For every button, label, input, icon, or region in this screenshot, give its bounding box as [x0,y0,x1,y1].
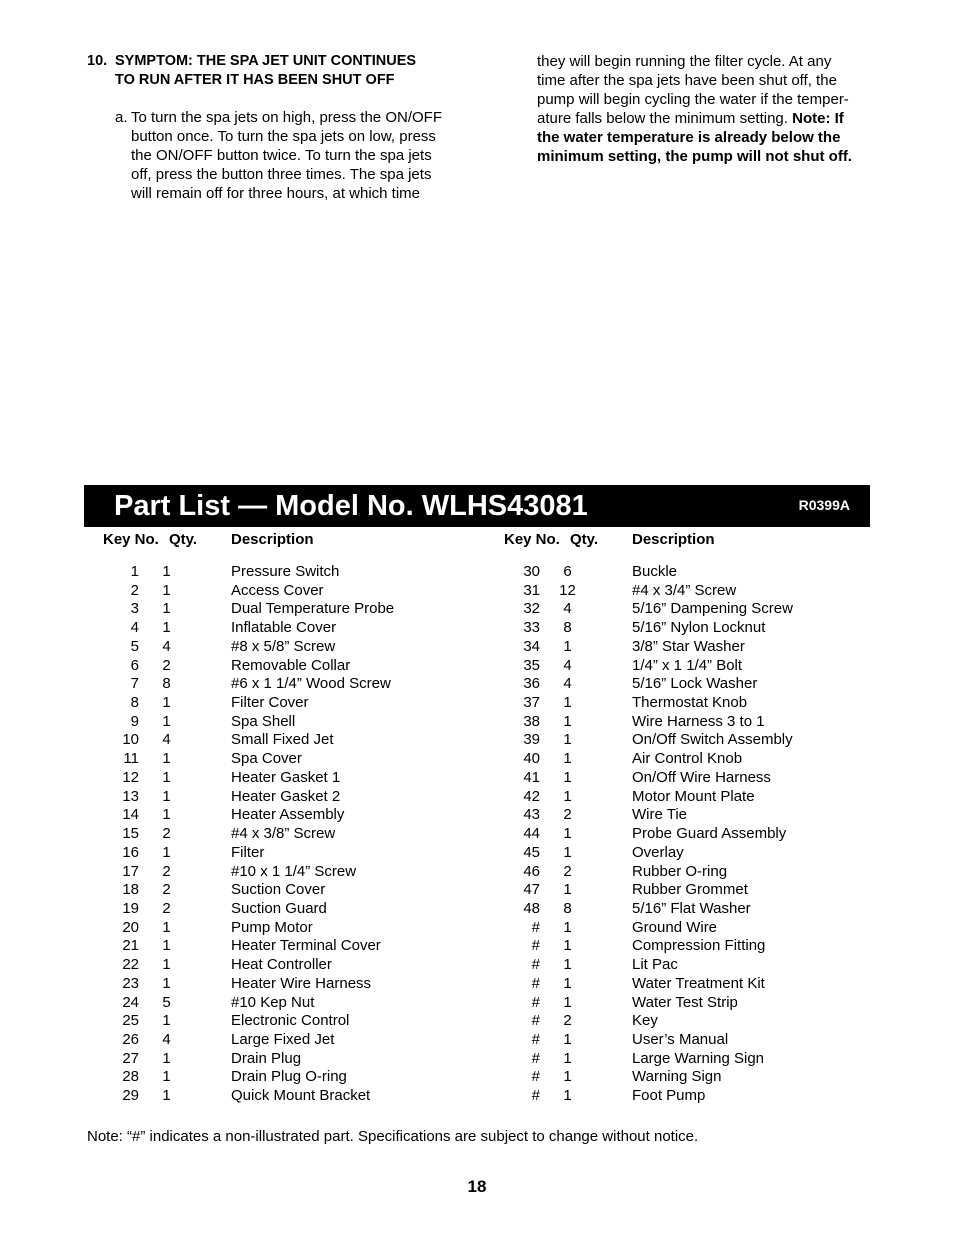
quantity: 1 [162,787,171,805]
header-key: Key No. [103,531,159,548]
part-list-code: R0399A [798,497,850,513]
key-number: # [531,918,540,936]
table-row [84,956,464,975]
table-header [485,530,865,550]
quantity: 1 [563,993,572,1011]
quantity: 2 [162,825,171,843]
quantity: 1 [162,1087,171,1105]
table-row [84,919,464,938]
table-row [84,582,464,601]
quantity: 1 [162,1012,171,1030]
table-row [84,1068,464,1087]
key-number: 26 [122,1030,139,1048]
table-row [84,769,464,788]
table-row [84,825,464,844]
key-number: 38 [523,712,540,730]
key-number: 44 [523,825,540,843]
key-number: 6 [130,656,139,674]
table-row [485,619,865,638]
key-number: 19 [122,899,139,917]
symptom-line: TO RUN AFTER IT HAS BEEN SHUT OFF [115,72,395,88]
key-number: # [531,937,540,955]
description: Probe Guard Assembly [632,825,787,843]
description: Buckle [632,563,678,580]
footnote: Note: “#” indicates a non-illustrated part. Specifications are subject to change without notice. [87,1128,699,1145]
table-row [84,731,464,750]
header-description: Description [632,531,715,548]
description: Motor Mount Plate [632,787,755,805]
description: Overlay [632,843,684,861]
quantity: 1 [563,694,572,712]
step-a-continued [537,52,877,166]
table-rows [485,563,865,1106]
description: Spa Cover [231,750,302,768]
table-row [485,975,865,994]
quantity: 1 [162,956,171,974]
key-number: 40 [523,750,540,768]
key-number: 12 [122,768,139,786]
description: Wire Harness 3 to 1 [632,712,765,730]
quantity: 2 [563,806,572,824]
table-row [485,937,865,956]
table-row [84,1031,464,1050]
key-number: # [531,1030,540,1048]
quantity: 1 [563,768,572,786]
key-number: 42 [523,787,540,805]
description: Quick Mount Bracket [231,1087,371,1105]
table-row [84,1050,464,1069]
table-rows [84,563,464,1106]
quantity: 1 [563,918,572,936]
description: Access Cover [231,581,324,599]
table-row [485,750,865,769]
paragraph-line: they will begin running the filter cycle. At any [537,53,832,70]
quantity: 1 [563,974,572,992]
table-row [84,675,464,694]
table-row [485,563,865,582]
quantity: 1 [162,918,171,936]
header-key: Key No. [504,531,560,548]
quantity: 4 [162,731,171,749]
note-line: minimum setting, the pump will not shut off. [537,148,852,165]
table-row [485,863,865,882]
key-number: 8 [130,694,139,712]
description: Large Warning Sign [632,1049,765,1067]
table-row [84,900,464,919]
description: 5/16” Lock Washer [632,675,758,693]
note-start: Note: If [792,110,844,127]
description: User’s Manual [632,1030,729,1048]
quantity: 1 [563,1087,572,1105]
key-number: 37 [523,694,540,712]
key-number: 11 [123,750,139,768]
description: Rubber O-ring [632,862,728,880]
quantity: 8 [563,619,572,637]
table-row [485,694,865,713]
quantity: 1 [162,843,171,861]
table-row [84,881,464,900]
table-row [84,600,464,619]
quantity: 1 [563,843,572,861]
key-number: 4 [130,619,139,637]
quantity: 8 [162,675,171,693]
quantity: 1 [162,750,171,768]
key-number: 13 [122,787,139,805]
description: Drain Plug [231,1049,302,1067]
table-row [485,582,865,601]
description: Inflatable Cover [231,619,337,637]
description: Foot Pump [632,1087,706,1105]
table-row [485,919,865,938]
quantity: 1 [563,881,572,899]
quantity: 1 [563,937,572,955]
table-row [485,769,865,788]
quantity: 1 [563,750,572,768]
description: Warning Sign [632,1068,722,1086]
table-row [84,657,464,676]
key-number: 21 [122,937,139,955]
table-row [485,825,865,844]
quantity: 1 [162,563,171,580]
table-row [485,657,865,676]
header-qty: Qty. [169,531,198,548]
quantity: 2 [162,656,171,674]
table-row [485,900,865,919]
quantity: 2 [162,862,171,880]
description: Pump Motor [231,918,313,936]
table-row [485,1031,865,1050]
key-number: 46 [523,862,540,880]
symptom-heading [87,52,467,90]
key-number: 5 [130,637,139,655]
quantity: 1 [563,731,572,749]
table-row [84,788,464,807]
paragraph-text: ature falls below the minimum setting. [537,110,793,127]
key-number: 27 [122,1049,139,1067]
key-number: 2 [130,581,139,599]
quantity: 4 [162,1030,171,1048]
quantity: 1 [563,787,572,805]
description: 1/4” x 1 1/4” Bolt [632,656,743,674]
quantity: 12 [559,581,576,599]
table-row [485,675,865,694]
symptom-number: 10. [87,53,108,69]
description: Key [632,1012,658,1030]
quantity: 4 [563,675,572,693]
quantity: 1 [162,694,171,712]
description: Suction Guard [231,899,327,917]
paragraph-line: time after the spa jets have been shut off, the [537,72,837,89]
description: Spa Shell [231,712,296,730]
key-number: 45 [523,843,540,861]
paragraph-line: pump will begin cycling the water if the temper- [537,91,849,108]
quantity: 1 [162,937,171,955]
table-row [84,844,464,863]
key-number: 29 [122,1087,139,1105]
part-table-left [84,530,464,1105]
key-number: 9 [130,712,139,730]
description: Drain Plug O-ring [231,1068,347,1086]
description: 5/16” Nylon Locknut [632,619,766,637]
part-list-title: Part List — Model No. WLHS43081 [114,490,588,522]
description: On/Off Switch Assembly [632,731,793,749]
key-number: 15 [122,825,139,843]
description: Thermostat Knob [632,694,748,712]
key-number: 17 [122,862,139,880]
quantity: 2 [162,899,171,917]
quantity: 4 [563,600,572,618]
description: #8 x 5/8” Screw [231,637,336,655]
description: Filter Cover [231,694,309,712]
key-number: # [531,974,540,992]
quantity: 1 [563,956,572,974]
key-number: 34 [523,637,540,655]
key-number: 1 [130,563,139,580]
description: #4 x 3/4” Screw [632,581,737,599]
quantity: 1 [162,600,171,618]
description: Filter [231,843,265,861]
quantity: 5 [162,993,171,1011]
key-number: # [531,1068,540,1086]
key-number: 32 [523,600,540,618]
quantity: 1 [563,1049,572,1067]
description: Pressure Switch [231,563,340,580]
quantity: 2 [162,881,171,899]
description: #4 x 3/8” Screw [231,825,336,843]
key-number: 3 [130,600,139,618]
description: Air Control Knob [632,750,743,768]
table-row [84,937,464,956]
description: Rubber Grommet [632,881,748,899]
table-row [84,1087,464,1106]
description: #10 x 1 1/4” Screw [231,862,357,880]
description: Electronic Control [231,1012,350,1030]
table-row [485,994,865,1013]
quantity: 1 [563,637,572,655]
quantity: 1 [563,1030,572,1048]
description: On/Off Wire Harness [632,768,771,786]
table-row [485,1012,865,1031]
quantity: 8 [563,899,572,917]
quantity: 1 [162,806,171,824]
table-row [485,1050,865,1069]
table-row [485,844,865,863]
quantity: 6 [563,563,572,580]
key-number: 25 [122,1012,139,1030]
key-number: 16 [122,843,139,861]
table-header [84,530,464,550]
table-row [485,638,865,657]
key-number: 18 [122,881,139,899]
description: Ground Wire [632,918,718,936]
key-number: # [531,956,540,974]
description: Dual Temperature Probe [231,600,395,618]
description: Heater Wire Harness [231,974,372,992]
key-number: # [531,1049,540,1067]
table-row [485,1087,865,1106]
table-row [84,1012,464,1031]
key-number: 31 [523,581,540,599]
key-number: # [531,1012,540,1030]
description: 5/16” Flat Washer [632,899,751,917]
quantity: 2 [563,1012,572,1030]
description: Heater Assembly [231,806,345,824]
quantity: 4 [563,656,572,674]
table-row [84,994,464,1013]
description: Lit Pac [632,956,678,974]
table-row [84,806,464,825]
key-number: 41 [523,768,540,786]
quantity: 1 [162,712,171,730]
table-row [84,694,464,713]
paragraph-line: off, press the button three times. The spa jets [131,166,432,183]
key-number: 35 [523,656,540,674]
description: Heat Controller [231,956,332,974]
quantity: 1 [162,768,171,786]
table-row [84,638,464,657]
table-row [84,563,464,582]
part-table-right [485,530,865,1105]
paragraph-line: button once. To turn the spa jets on low, press [131,128,436,145]
key-number: 28 [122,1068,139,1086]
description: Water Treatment Kit [632,974,765,992]
key-number: 36 [523,675,540,693]
table-row [84,750,464,769]
description: Compression Fitting [632,937,766,955]
key-number: 30 [523,563,540,580]
description: Removable Collar [231,656,351,674]
table-row [485,1068,865,1087]
table-row [84,713,464,732]
table-row [485,713,865,732]
table-row [84,619,464,638]
paragraph-line: To turn the spa jets on high, press the ON/OFF [131,109,442,126]
quantity: 1 [162,1049,171,1067]
key-number: 39 [523,731,540,749]
key-number: 7 [130,675,139,693]
table-row [485,806,865,825]
note-line: the water temperature is already below the [537,129,841,146]
description: 3/8” Star Washer [632,637,745,655]
quantity: 1 [563,825,572,843]
description: Large Fixed Jet [231,1030,335,1048]
key-number: 23 [122,974,139,992]
paragraph-line: the ON/OFF button twice. To turn the spa jets [131,147,432,164]
key-number: 24 [122,993,139,1011]
header-qty: Qty. [570,531,599,548]
description: Heater Gasket 2 [231,787,341,805]
header-description: Description [231,531,314,548]
key-number: 10 [122,731,139,749]
quantity: 1 [162,1068,171,1086]
description: Water Test Strip [632,993,738,1011]
description: #6 x 1 1/4” Wood Screw [231,675,391,693]
key-number: 47 [523,881,540,899]
part-list-banner [84,485,870,527]
quantity: 1 [563,1068,572,1086]
step-label: a. [115,109,128,126]
paragraph-line-with-note [537,109,877,128]
table-row [485,788,865,807]
key-number: 22 [122,956,139,974]
key-number: 48 [523,899,540,917]
description: Heater Gasket 1 [231,768,341,786]
quantity: 2 [563,862,572,880]
table-row [84,863,464,882]
table-row [485,956,865,975]
quantity: 4 [162,637,171,655]
table-row [485,881,865,900]
table-row [485,731,865,750]
key-number: 20 [122,918,139,936]
paragraph-line: will remain off for three hours, at which time [131,185,421,202]
quantity: 1 [162,581,171,599]
key-number: 14 [122,806,139,824]
description: Wire Tie [632,806,688,824]
table-row [84,975,464,994]
description: Small Fixed Jet [231,731,334,749]
key-number: 33 [523,619,540,637]
step-a-paragraph [115,108,465,203]
key-number: 43 [523,806,540,824]
page-number: 18 [467,1177,487,1196]
description: Suction Cover [231,881,326,899]
description: #10 Kep Nut [231,993,315,1011]
quantity: 1 [563,712,572,730]
key-number: # [531,993,540,1011]
symptom-line: SYMPTOM: THE SPA JET UNIT CONTINUES [115,53,417,69]
description: Heater Terminal Cover [231,937,381,955]
table-row [485,600,865,619]
quantity: 1 [162,974,171,992]
description: 5/16” Dampening Screw [632,600,793,618]
quantity: 1 [162,619,171,637]
key-number: # [531,1087,540,1105]
